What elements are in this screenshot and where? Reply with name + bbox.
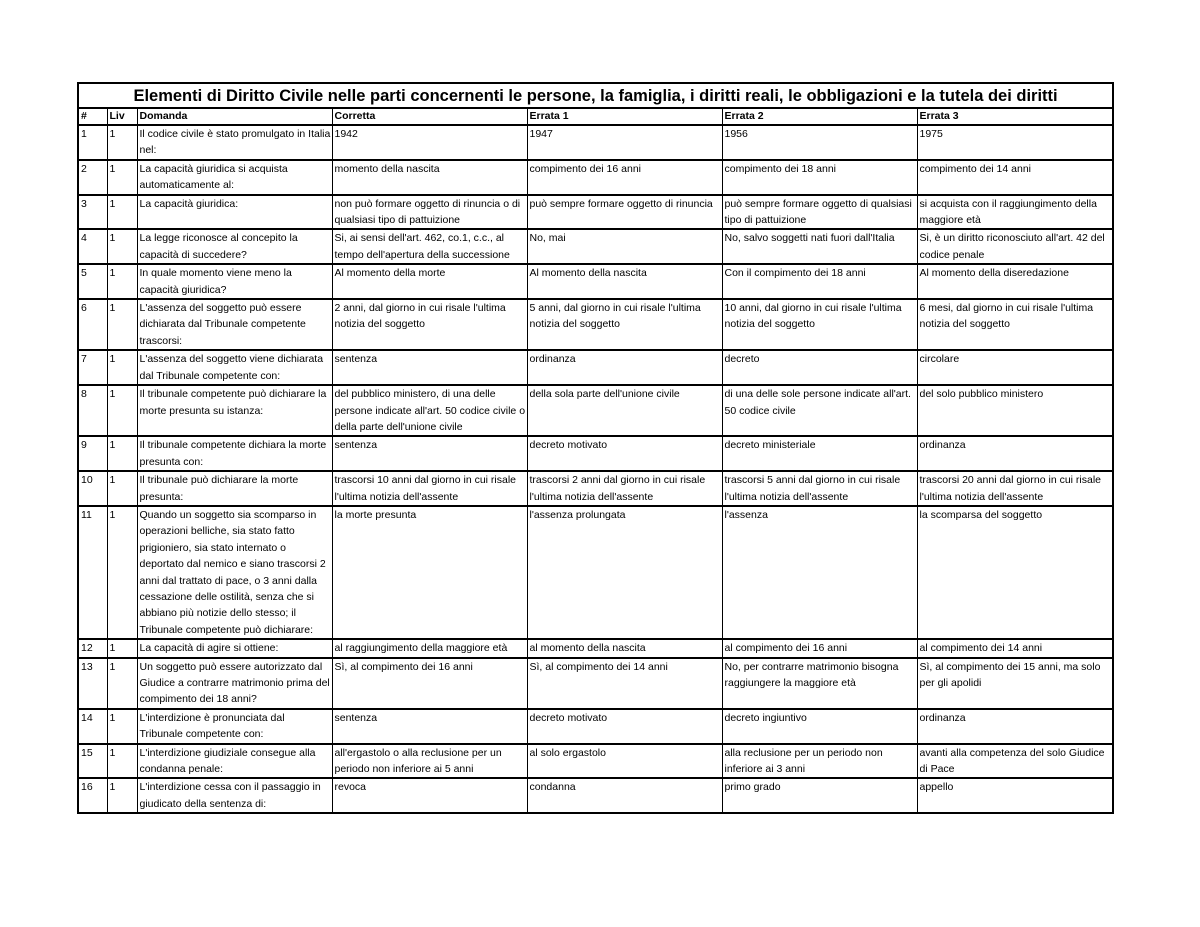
row-level: 1 xyxy=(107,350,137,385)
question-cell: L'assenza del soggetto viene dichiarata dal Tribunale competente con: xyxy=(137,350,332,385)
wrong-answer-3-cell: Al momento della diseredazione xyxy=(917,264,1113,299)
row-number: 6 xyxy=(78,299,107,350)
wrong-answer-2-cell: 10 anni, dal giorno in cui risale l'ultima notizia del soggetto xyxy=(722,299,917,350)
column-header-domanda: Domanda xyxy=(137,108,332,125)
row-number: 8 xyxy=(78,385,107,436)
correct-answer-cell: Si, ai sensi dell'art. 462, co.1, c.c., al tempo dell'apertura della successione xyxy=(332,229,527,264)
wrong-answer-1-cell: compimento dei 16 anni xyxy=(527,160,722,195)
wrong-answer-1-cell: decreto motivato xyxy=(527,436,722,471)
table-row xyxy=(78,385,1113,436)
column-header-errata3: Errata 3 xyxy=(917,108,1113,125)
correct-answer-cell: all'ergastolo o alla reclusione per un periodo non inferiore ai 5 anni xyxy=(332,744,527,779)
row-number: 5 xyxy=(78,264,107,299)
correct-answer-cell: non può formare oggetto di rinuncia o di qualsiasi tipo di pattuizione xyxy=(332,195,527,230)
correct-answer-cell: 1942 xyxy=(332,125,527,160)
wrong-answer-3-cell: ordinanza xyxy=(917,436,1113,471)
wrong-answer-3-cell: 1975 xyxy=(917,125,1113,160)
table-row xyxy=(78,778,1113,813)
wrong-answer-1-cell: 5 anni, dal giorno in cui risale l'ultima notizia del soggetto xyxy=(527,299,722,350)
wrong-answer-1-cell: al solo ergastolo xyxy=(527,744,722,779)
row-level: 1 xyxy=(107,299,137,350)
wrong-answer-1-cell: Al momento della nascita xyxy=(527,264,722,299)
question-cell: L'interdizione cessa con il passaggio in giudicato della sentenza di: xyxy=(137,778,332,813)
wrong-answer-3-cell: al compimento dei 14 anni xyxy=(917,639,1113,657)
table-row xyxy=(78,299,1113,350)
row-number: 16 xyxy=(78,778,107,813)
question-cell: Un soggetto può essere autorizzato dal Giudice a contrarre matrimonio prima del compimento dei 18 anni? xyxy=(137,658,332,709)
correct-answer-cell: momento della nascita xyxy=(332,160,527,195)
wrong-answer-2-cell: l'assenza xyxy=(722,506,917,639)
wrong-answer-3-cell: avanti alla competenza del solo Giudice di Pace xyxy=(917,744,1113,779)
wrong-answer-3-cell: trascorsi 20 anni dal giorno in cui risale l'ultima notizia dell'assente xyxy=(917,471,1113,506)
wrong-answer-2-cell: al compimento dei 16 anni xyxy=(722,639,917,657)
row-level: 1 xyxy=(107,125,137,160)
wrong-answer-3-cell: appello xyxy=(917,778,1113,813)
row-level: 1 xyxy=(107,229,137,264)
wrong-answer-1-cell: ordinanza xyxy=(527,350,722,385)
table-row xyxy=(78,471,1113,506)
row-number: 2 xyxy=(78,160,107,195)
correct-answer-cell: revoca xyxy=(332,778,527,813)
correct-answer-cell: al raggiungimento della maggiore età xyxy=(332,639,527,657)
row-level: 1 xyxy=(107,471,137,506)
row-level: 1 xyxy=(107,160,137,195)
column-header-num: # xyxy=(78,108,107,125)
row-number: 7 xyxy=(78,350,107,385)
correct-answer-cell: 2 anni, dal giorno in cui risale l'ultima notizia del soggetto xyxy=(332,299,527,350)
question-cell: Il tribunale può dichiarare la morte presunta: xyxy=(137,471,332,506)
wrong-answer-1-cell: Sì, al compimento dei 14 anni xyxy=(527,658,722,709)
row-level: 1 xyxy=(107,506,137,639)
wrong-answer-1-cell: No, mai xyxy=(527,229,722,264)
wrong-answer-2-cell: decreto ministeriale xyxy=(722,436,917,471)
wrong-answer-2-cell: decreto ingiuntivo xyxy=(722,709,917,744)
question-cell: La legge riconosce al concepito la capacità di succedere? xyxy=(137,229,332,264)
column-header-row xyxy=(78,108,1113,125)
correct-answer-cell: la morte presunta xyxy=(332,506,527,639)
wrong-answer-2-cell: No, salvo soggetti nati fuori dall'Italia xyxy=(722,229,917,264)
row-number: 14 xyxy=(78,709,107,744)
question-cell: L'assenza del soggetto può essere dichiarata dal Tribunale competente trascorsi: xyxy=(137,299,332,350)
row-number: 3 xyxy=(78,195,107,230)
table-row xyxy=(78,658,1113,709)
question-cell: Quando un soggetto sia scomparso in operazioni belliche, sia stato fatto prigioniero, sia stato internato o deportato dal nemico e siano trascorsi 2 anni dal trattato di pace, o 3 anni dalla cessazione delle ostilità, senza che si abbiano più notizie dello stesso; il Tribunale competente può dichiarare: xyxy=(137,506,332,639)
row-number: 15 xyxy=(78,744,107,779)
table-row xyxy=(78,160,1113,195)
table-row xyxy=(78,744,1113,779)
wrong-answer-2-cell: di una delle sole persone indicate all'art. 50 codice civile xyxy=(722,385,917,436)
wrong-answer-2-cell: decreto xyxy=(722,350,917,385)
wrong-answer-1-cell: della sola parte dell'unione civile xyxy=(527,385,722,436)
wrong-answer-3-cell: Sì, al compimento dei 15 anni, ma solo per gli apolidi xyxy=(917,658,1113,709)
row-level: 1 xyxy=(107,658,137,709)
wrong-answer-2-cell: primo grado xyxy=(722,778,917,813)
table-row xyxy=(78,709,1113,744)
wrong-answer-1-cell: può sempre formare oggetto di rinuncia xyxy=(527,195,722,230)
row-level: 1 xyxy=(107,744,137,779)
table-row xyxy=(78,506,1113,639)
row-number: 9 xyxy=(78,436,107,471)
wrong-answer-2-cell: 1956 xyxy=(722,125,917,160)
correct-answer-cell: Sì, al compimento dei 16 anni xyxy=(332,658,527,709)
question-cell: Il tribunale competente dichiara la morte presunta con: xyxy=(137,436,332,471)
row-level: 1 xyxy=(107,385,137,436)
row-level: 1 xyxy=(107,778,137,813)
wrong-answer-2-cell: compimento dei 18 anni xyxy=(722,160,917,195)
correct-answer-cell: trascorsi 10 anni dal giorno in cui risale l'ultima notizia dell'assente xyxy=(332,471,527,506)
row-level: 1 xyxy=(107,195,137,230)
correct-answer-cell: sentenza xyxy=(332,709,527,744)
table-row xyxy=(78,436,1113,471)
question-cell: La capacità giuridica si acquista automaticamente al: xyxy=(137,160,332,195)
row-level: 1 xyxy=(107,264,137,299)
correct-answer-cell: Al momento della morte xyxy=(332,264,527,299)
column-header-errata2: Errata 2 xyxy=(722,108,917,125)
correct-answer-cell: del pubblico ministero, di una delle persone indicate all'art. 50 codice civile o della parte dell'unione civile xyxy=(332,385,527,436)
row-level: 1 xyxy=(107,709,137,744)
wrong-answer-2-cell: Con il compimento dei 18 anni xyxy=(722,264,917,299)
question-cell: La capacità di agire si ottiene: xyxy=(137,639,332,657)
table-row xyxy=(78,195,1113,230)
question-cell: Il tribunale competente può dichiarare la morte presunta su istanza: xyxy=(137,385,332,436)
table-row xyxy=(78,125,1113,160)
question-cell: In quale momento viene meno la capacità giuridica? xyxy=(137,264,332,299)
table-row xyxy=(78,229,1113,264)
table-row xyxy=(78,350,1113,385)
wrong-answer-3-cell: ordinanza xyxy=(917,709,1113,744)
wrong-answer-1-cell: decreto motivato xyxy=(527,709,722,744)
table-row xyxy=(78,264,1113,299)
row-number: 1 xyxy=(78,125,107,160)
table-row xyxy=(78,639,1113,657)
correct-answer-cell: sentenza xyxy=(332,350,527,385)
wrong-answer-2-cell: No, per contrarre matrimonio bisogna raggiungere la maggiore età xyxy=(722,658,917,709)
quiz-table xyxy=(77,82,1114,814)
column-header-liv: Liv xyxy=(107,108,137,125)
row-number: 11 xyxy=(78,506,107,639)
wrong-answer-1-cell: al momento della nascita xyxy=(527,639,722,657)
row-number: 12 xyxy=(78,639,107,657)
wrong-answer-3-cell: si acquista con il raggiungimento della maggiore età xyxy=(917,195,1113,230)
document-page xyxy=(77,82,1112,814)
question-cell: Il codice civile è stato promulgato in Italia nel: xyxy=(137,125,332,160)
wrong-answer-1-cell: condanna xyxy=(527,778,722,813)
row-level: 1 xyxy=(107,436,137,471)
wrong-answer-1-cell: 1947 xyxy=(527,125,722,160)
wrong-answer-3-cell: 6 mesi, dal giorno in cui risale l'ultima notizia del soggetto xyxy=(917,299,1113,350)
wrong-answer-2-cell: può sempre formare oggetto di qualsiasi tipo di pattuizione xyxy=(722,195,917,230)
wrong-answer-3-cell: circolare xyxy=(917,350,1113,385)
row-level: 1 xyxy=(107,639,137,657)
question-cell: L'interdizione giudiziale consegue alla condanna penale: xyxy=(137,744,332,779)
row-number: 4 xyxy=(78,229,107,264)
wrong-answer-3-cell: compimento dei 14 anni xyxy=(917,160,1113,195)
wrong-answer-2-cell: alla reclusione per un periodo non inferiore ai 3 anni xyxy=(722,744,917,779)
title-row xyxy=(78,83,1113,108)
wrong-answer-1-cell: l'assenza prolungata xyxy=(527,506,722,639)
row-number: 13 xyxy=(78,658,107,709)
wrong-answer-3-cell: del solo pubblico ministero xyxy=(917,385,1113,436)
wrong-answer-1-cell: trascorsi 2 anni dal giorno in cui risale l'ultima notizia dell'assente xyxy=(527,471,722,506)
column-header-errata1: Errata 1 xyxy=(527,108,722,125)
question-cell: La capacità giuridica: xyxy=(137,195,332,230)
correct-answer-cell: sentenza xyxy=(332,436,527,471)
wrong-answer-3-cell: Si, è un diritto riconosciuto all'art. 42 del codice penale xyxy=(917,229,1113,264)
question-cell: L'interdizione è pronunciata dal Tribunale competente con: xyxy=(137,709,332,744)
wrong-answer-2-cell: trascorsi 5 anni dal giorno in cui risale l'ultima notizia dell'assente xyxy=(722,471,917,506)
wrong-answer-3-cell: la scomparsa del soggetto xyxy=(917,506,1113,639)
document-title: Elementi di Diritto Civile nelle parti concernenti le persone, la famiglia, i diritti reali, le obbligazioni e la tutela dei diritti xyxy=(78,83,1113,108)
column-header-corretta: Corretta xyxy=(332,108,527,125)
row-number: 10 xyxy=(78,471,107,506)
